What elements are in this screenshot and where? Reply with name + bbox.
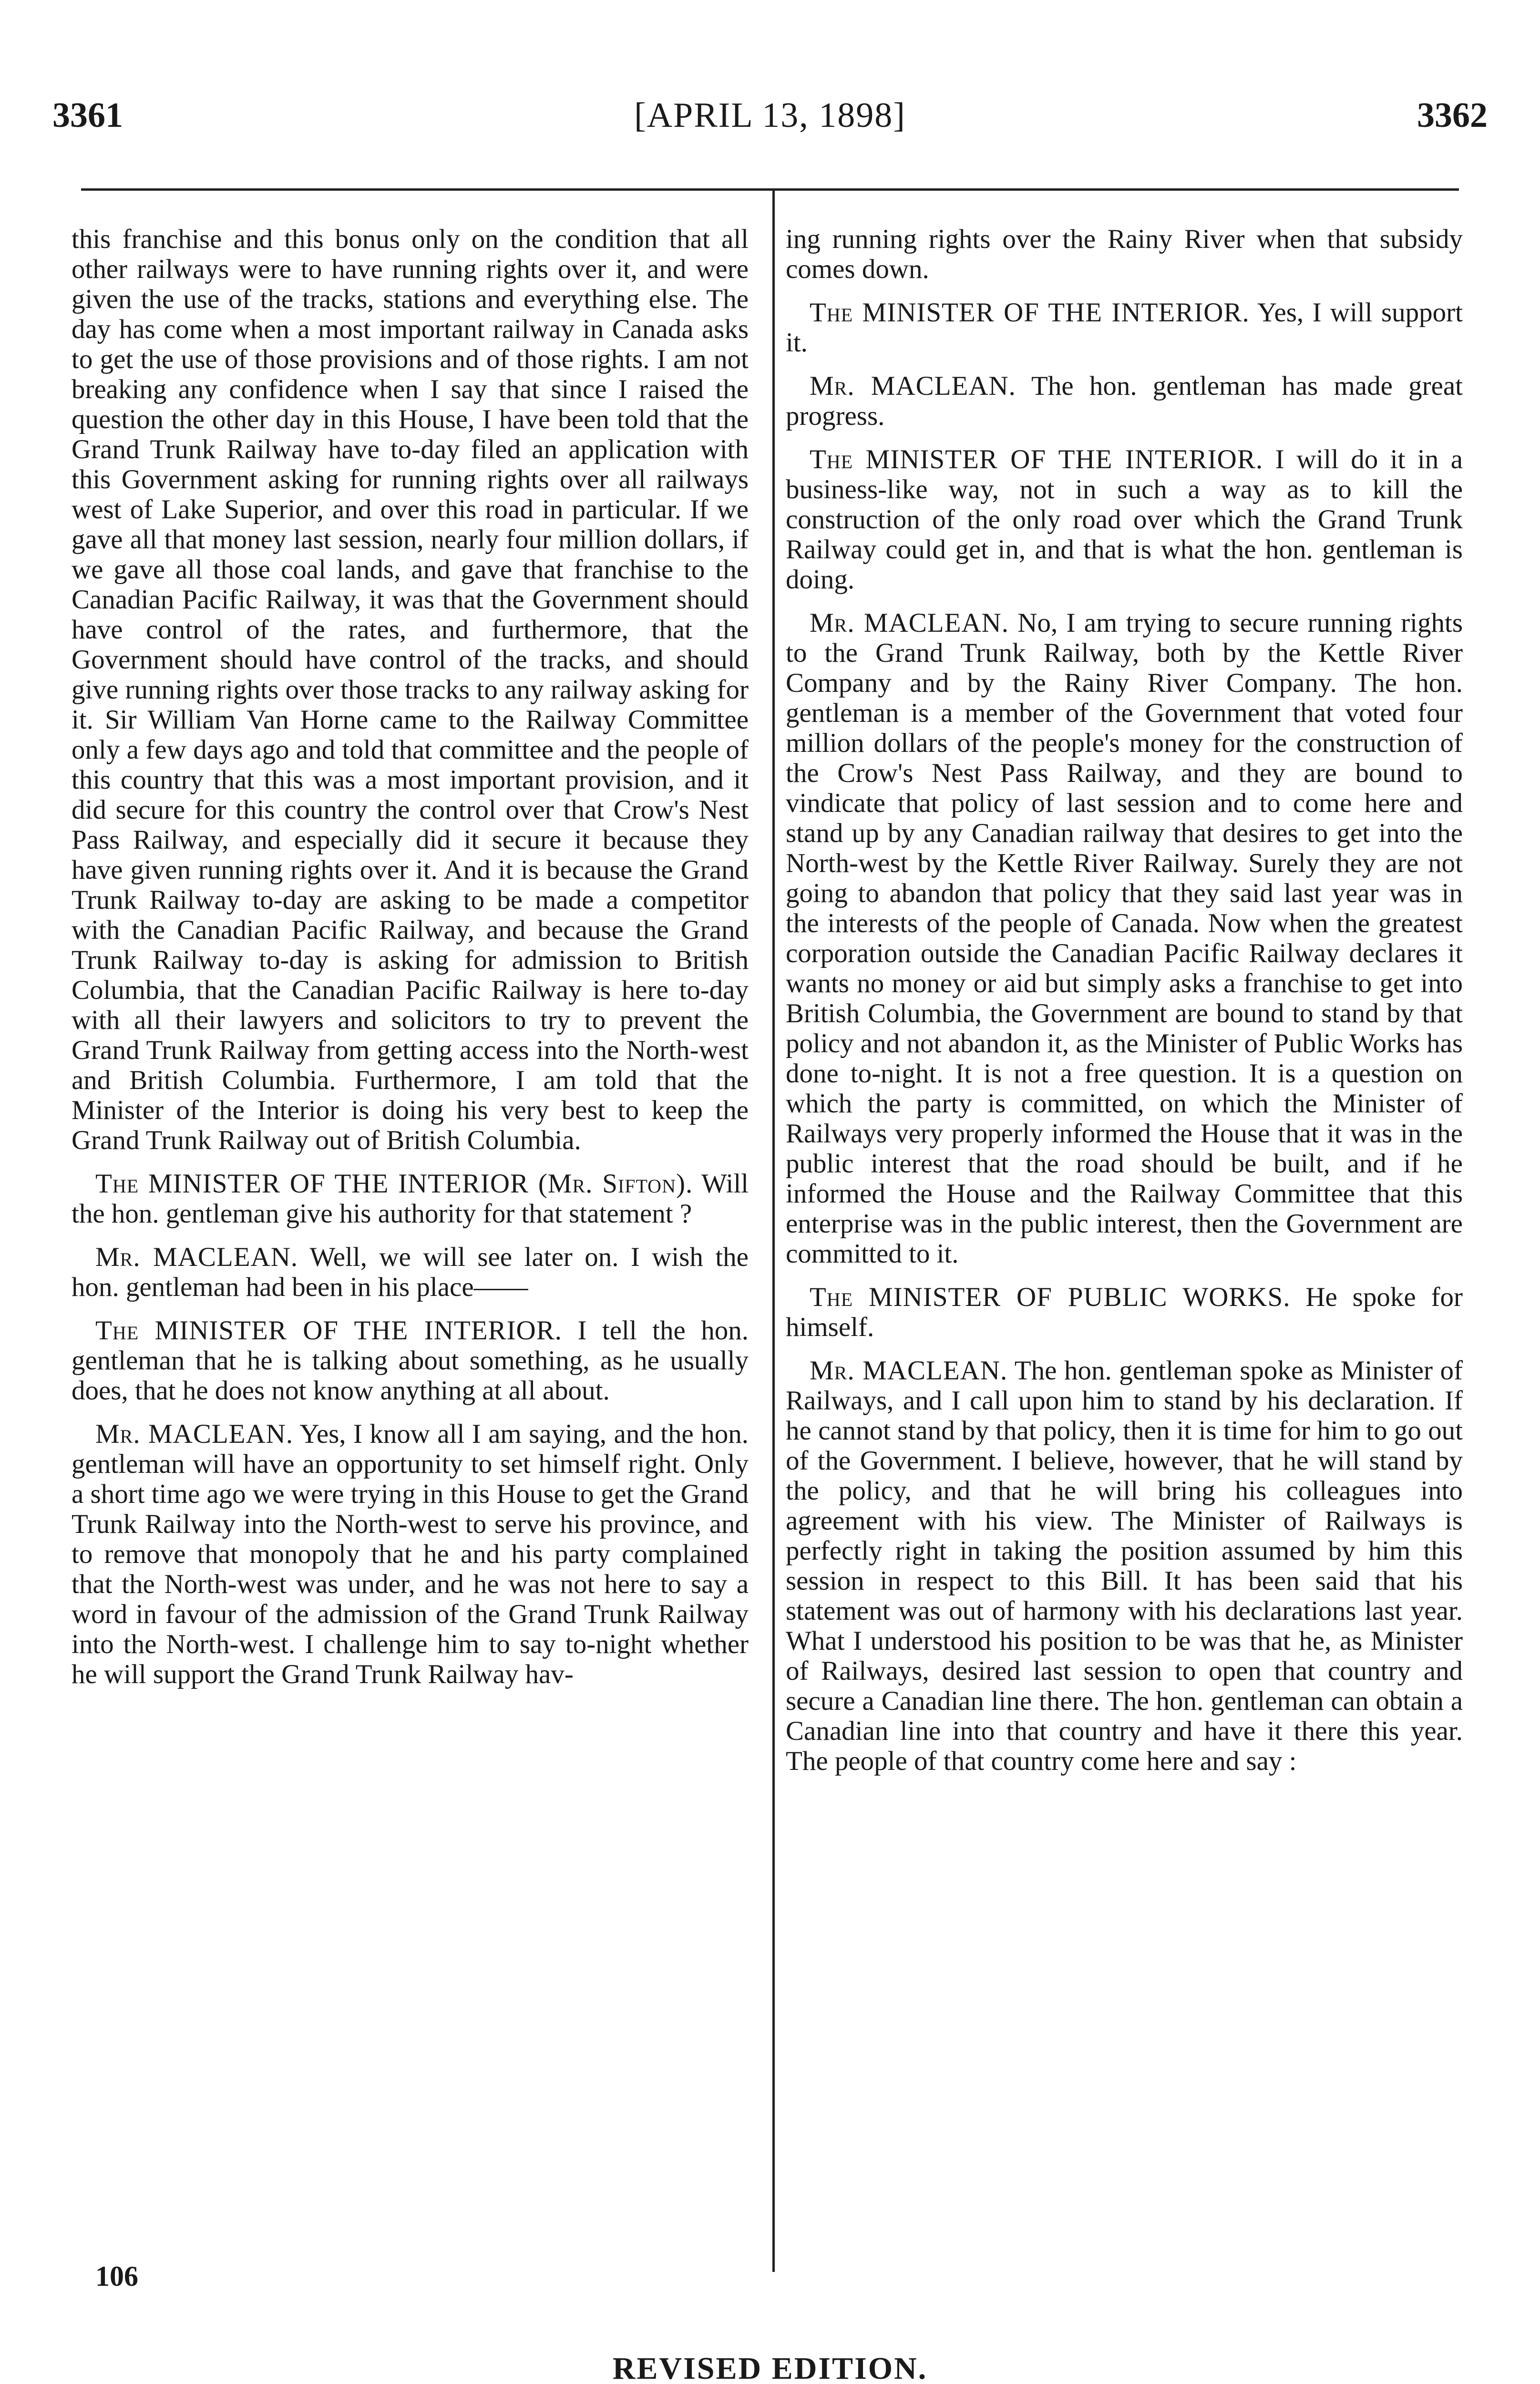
sheet-number: 106 (95, 2261, 138, 2292)
paragraph (786, 1356, 1463, 1776)
paragraph-text: Yes, I know all I am saying, and the hon. gentleman will have an opportunity to set himself right. Only a short time ago we were trying in this House to get the Grand Trunk Railway into the North-west to serve his province, and to remove that monopoly that he and his party complained that the North-west was under, and he was not here to say a word in favour of the admission of the Grand Trunk Railway into the North-west. I challenge him to say to-night whether he will support the Grand Trunk Railway hav- (72, 1419, 749, 1689)
left-column (72, 224, 749, 1703)
speaker-name: The MINISTER OF THE INTERIOR. (810, 444, 1263, 474)
paragraph-text: No, I am trying to secure running rights to the Grand Trunk Railway, both by the Kettle River Company and by the Rainy River Company. The hon. gentleman is a member of the Government that voted four million dollars of the people's money for the construction of the Crow's Nest Pass Railway, and they are bound to vindicate that policy of last session and to come here and stand up by any Canadian railway that desires to get into the North-west by the Kettle River Railway. Surely they are not going to abandon that policy that they said last year was in the interests of the people of Canada. Now when the greatest corporation outside the Canadian Pacific Railway declares it wants no money or aid but simply asks a franchise to get into British Columbia, the Government are bound to stand by that policy and not abandon it, as the Minister of Public Works has done to-night. It is not a free question. It is a question on which the party is committed, on which the Minister of Railways very properly informed the House that it was in the public interest that the road should be built, and if he informed the House and the Railway Committee that this enterprise was in the public interest, then the Government are committed to it. (786, 608, 1463, 1269)
paragraph (72, 1242, 749, 1302)
speaker-name: Mr. MACLEAN. (95, 1419, 294, 1449)
page-date: [APRIL 13, 1898] (634, 96, 906, 135)
page-number-left: 3361 (52, 96, 123, 135)
edition-label: REVISED EDITION. (612, 2351, 928, 2384)
paragraph (786, 1282, 1463, 1342)
paragraph-text: this franchise and this bonus only on the condition that all other railways were to have running rights over it, and were given the use of the tracks, stations and everything else. The day has come when a most important railway in Canada asks to get the use of those provisions and of those rights. I am not breaking any confidence when I say that since I raised the question the other day in this House, I have been told that the Grand Trunk Railway have to-day filed an application with this Government asking for running rights over all railways west of Lake Superior, and over this road in particular. If we gave all that money last session, nearly four million dollars, if we gave all those coal lands, and gave that franchise to the Canadian Pacific Railway, it was that the Government should have control of the rates, and furthermore, that the Government should have control of the tracks, and should give running rights over those tracks to any railway asking for it. Sir William Van Horne came to the Railway Committee only a few days ago and told that committee and the people of this country that this was a most important provision, and it did secure for this country the control over that Crow's Nest Pass Railway, and especially did it secure it because they have given running rights over it. And it is because the Grand Trunk Railway to-day are asking to be made a competitor with the Canadian Pacific Railway, and because the Grand Trunk Railway to-day is asking for admission to British Columbia, that the Canadian Pacific Railway is here to-day with all their lawyers and solicitors to try to prevent the Grand Trunk Railway from getting access into the North-west and British Columbia. Furthermore, I am told that the Minister of the Interior is doing his very best to keep the Grand Trunk Railway out of British Columbia. (72, 224, 749, 1155)
paragraph (786, 371, 1463, 431)
page-header (52, 95, 1488, 148)
paragraph (786, 444, 1463, 595)
paragraph-text: Will the hon. gentleman give his authority for that statement ? (72, 1169, 749, 1229)
paragraph (72, 1419, 749, 1689)
speaker-name: The MINISTER OF THE INTERIOR. (810, 298, 1250, 328)
paragraph (72, 224, 749, 1155)
paragraph (72, 1315, 749, 1406)
paragraph-text: He spoke for himself. (786, 1282, 1463, 1342)
speaker-name: Mr. MACLEAN. (95, 1242, 298, 1272)
paragraph (786, 608, 1463, 1269)
speaker-name: Mr. MACLEAN. (810, 1356, 1008, 1386)
paragraph (786, 298, 1463, 358)
right-column (786, 224, 1463, 1789)
speaker-name: Mr. MACLEAN. (810, 608, 1009, 638)
paragraph-text: ing running rights over the Rainy River when that subsidy comes down. (786, 224, 1463, 284)
speaker-name: The MINISTER OF THE INTERIOR. (95, 1315, 562, 1346)
page-number-right: 3362 (1417, 96, 1488, 135)
paragraph-text: I tell the hon. gentleman that he is talking about something, as he usually does, that he does not know anything at all about. (72, 1315, 749, 1406)
paragraph (786, 224, 1463, 284)
header-rule (81, 188, 1459, 191)
paragraph-text: Well, we will see later on. I wish the hon. gentleman had been in his place—— (72, 1242, 749, 1302)
paragraph-text: I will do it in a business-like way, not in such a way as to kill the construction of the only road over which the Grand Trunk Railway could get in, and that is what the hon. gentleman is doing. (786, 444, 1463, 595)
paragraph (72, 1169, 749, 1229)
paragraph-text: Yes, I will support it. (786, 298, 1463, 358)
speaker-name: The MINISTER OF PUBLIC WORKS. (810, 1282, 1291, 1312)
column-divider (772, 188, 775, 2272)
speaker-name: Mr. MACLEAN. (810, 371, 1016, 401)
paragraph-text: The hon. gentleman has made great progress. (786, 371, 1463, 431)
speaker-name: The MINISTER OF THE INTERIOR (Mr. Sifton). (95, 1169, 693, 1199)
paragraph-text: The hon. gentleman spoke as Minister of Railways, and I call upon him to stand by his declaration. If he cannot stand by that policy, then it is time for him to go out of the Government. I believe, however, that he will stand by the policy, and that he will bring his colleagues into agreement with his view. The Minister of Railways is perfectly right in taking the position assumed by him this session in respect to this Bill. It has been said that his statement was out of harmony with his declarations last year. What I understood his position to be was that he, as Minister of Railways, desired last session to open that country and secure a Canadian line there. The hon. gentleman can obtain a Canadian line into that country and have it there this year. The people of that country come here and say : (786, 1356, 1463, 1776)
